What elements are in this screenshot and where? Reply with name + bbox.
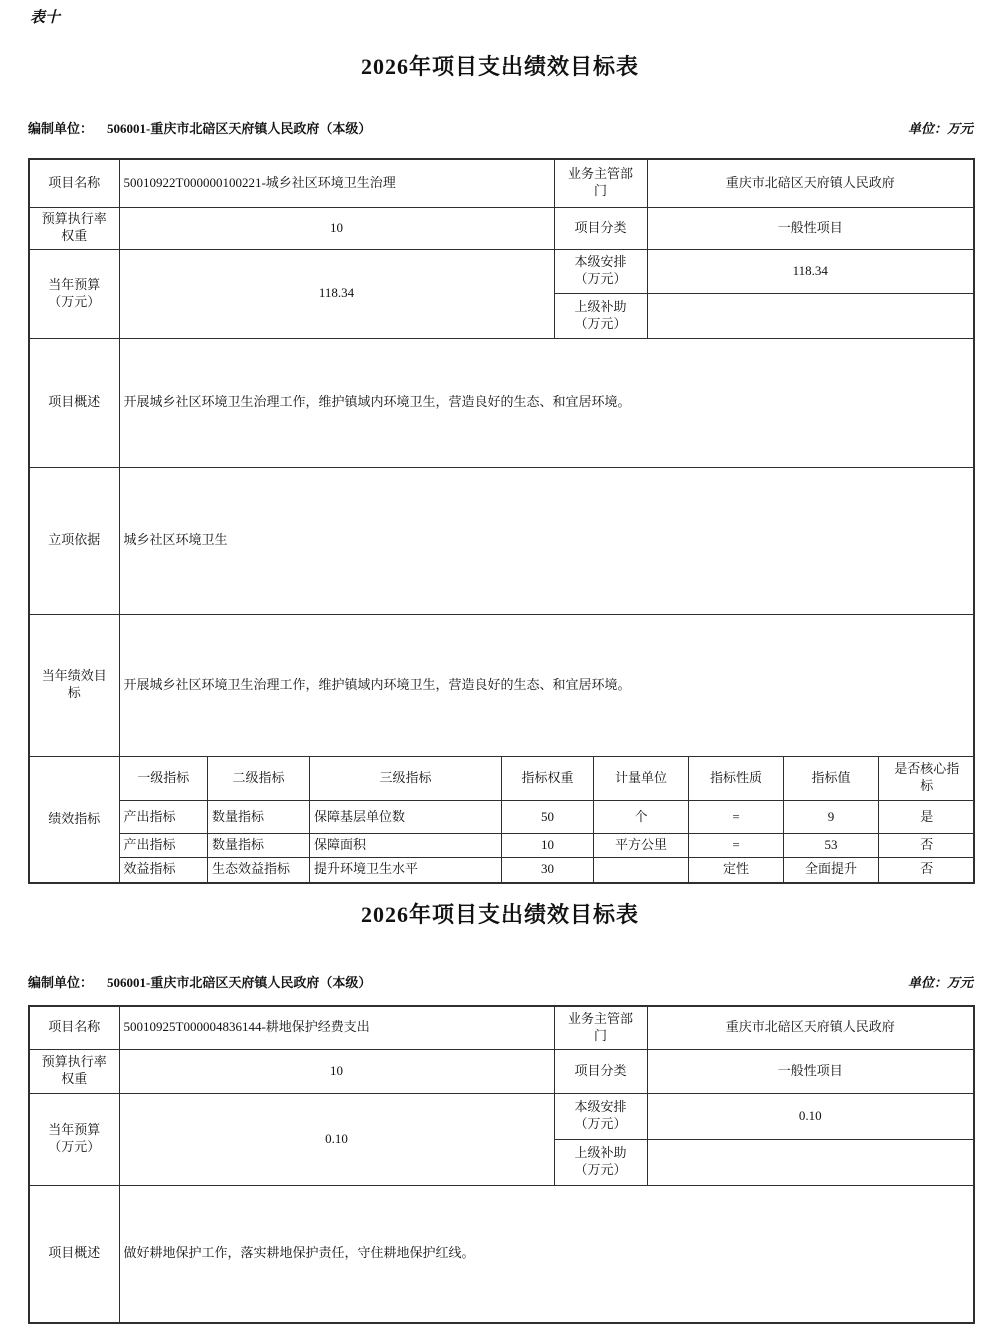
- label-project-category: 项目分类: [554, 207, 647, 249]
- indicator-row: [120, 834, 975, 858]
- cell-value: 全面提升: [784, 858, 879, 882]
- cell-core: 否: [879, 834, 975, 858]
- meta-row: [28, 118, 973, 137]
- value-project-category: 一般性项目: [647, 1049, 974, 1093]
- label-dept: 业务主管部门: [554, 1006, 647, 1049]
- value-dept: 重庆市北碚区天府镇人民政府: [647, 159, 974, 207]
- edit-unit-label: 编制单位：: [28, 975, 94, 990]
- table-row: [29, 1049, 974, 1093]
- cell-level1: 产出指标: [120, 834, 208, 858]
- table-row: [29, 756, 974, 883]
- label-superior-subsidy: 上级补助（万元）: [554, 293, 647, 338]
- header-level1: 一级指标: [120, 757, 208, 801]
- header-unit: 计量单位: [594, 757, 689, 801]
- value-exec-rate-weight: 10: [119, 207, 554, 249]
- edit-unit-value: 506001-重庆市北碚区天府镇人民政府（本级）: [107, 121, 372, 136]
- cell-level2: 生态效益指标: [208, 858, 310, 882]
- header-level2: 二级指标: [208, 757, 310, 801]
- header-value: 指标值: [784, 757, 879, 801]
- value-annual-budget: 118.34: [119, 249, 554, 338]
- cell-nature: =: [689, 801, 784, 834]
- edit-unit: [28, 118, 371, 137]
- page-title: 2026年项目支出绩效目标表: [360, 54, 639, 79]
- unit-note: 单位：万元: [907, 121, 973, 136]
- cell-level3: 保障面积: [310, 834, 502, 858]
- value-superior-subsidy: [647, 293, 974, 338]
- cell-level1: 效益指标: [120, 858, 208, 882]
- label-overview: 项目概述: [29, 1185, 119, 1323]
- label-overview: 项目概述: [29, 338, 119, 467]
- value-annual-target: 开展城乡社区环境卫生治理工作，维护镇域内环境卫生，营造良好的生态、和宜居环境。: [119, 614, 974, 756]
- value-local-arrangement: 0.10: [647, 1093, 974, 1139]
- meta-row: [28, 972, 973, 991]
- unit-note: 单位：万元: [907, 975, 973, 990]
- indicator-table-cell: [119, 756, 974, 883]
- label-local-arrangement: 本级安排（万元）: [554, 1093, 647, 1139]
- table-row: [29, 1185, 974, 1323]
- value-project-name: 50010922T000000100221-城乡社区环境卫生治理: [119, 159, 554, 207]
- indicator-table: [120, 757, 975, 882]
- edit-unit-label: 编制单位：: [28, 121, 94, 136]
- cell-level2: 数量指标: [208, 801, 310, 834]
- label-local-arrangement: 本级安排（万元）: [554, 249, 647, 293]
- indicator-row: [120, 801, 975, 834]
- value-annual-budget: 0.10: [119, 1093, 554, 1185]
- label-annual-budget: 当年预算（万元）: [29, 1093, 119, 1185]
- table-row: [29, 338, 974, 467]
- table-row: [29, 207, 974, 249]
- value-dept: 重庆市北碚区天府镇人民政府: [647, 1006, 974, 1049]
- performance-target-table-2: [28, 1005, 975, 1324]
- cell-nature: =: [689, 834, 784, 858]
- table-row: [29, 159, 974, 207]
- value-local-arrangement: 118.34: [647, 249, 974, 293]
- cell-unit: [594, 858, 689, 882]
- value-basis: 城乡社区环境卫生: [119, 467, 974, 614]
- cell-level1: 产出指标: [120, 801, 208, 834]
- header-core: 是否核心指标: [879, 757, 975, 801]
- table-row: [29, 1093, 974, 1139]
- header-weight: 指标权重: [502, 757, 594, 801]
- cell-level2: 数量指标: [208, 834, 310, 858]
- performance-target-table-1: [28, 158, 975, 884]
- label-exec-rate-weight: 预算执行率权重: [29, 207, 119, 249]
- cell-level3: 保障基层单位数: [310, 801, 502, 834]
- cell-unit: 个: [594, 801, 689, 834]
- value-project-category: 一般性项目: [647, 207, 974, 249]
- value-exec-rate-weight: 10: [119, 1049, 554, 1093]
- edit-unit-value: 506001-重庆市北碚区天府镇人民政府（本级）: [107, 975, 372, 990]
- cell-unit: 平方公里: [594, 834, 689, 858]
- cell-level3: 提升环境卫生水平: [310, 858, 502, 882]
- header-nature: 指标性质: [689, 757, 784, 801]
- cell-value: 9: [784, 801, 879, 834]
- table-row: [29, 1006, 974, 1049]
- label-project-name: 项目名称: [29, 1006, 119, 1049]
- table-row: [29, 614, 974, 756]
- indicator-header-row: [120, 757, 975, 801]
- label-indicators: 绩效指标: [29, 756, 119, 883]
- label-basis: 立项依据: [29, 467, 119, 614]
- cell-nature: 定性: [689, 858, 784, 882]
- cell-weight: 30: [502, 858, 594, 882]
- cell-weight: 50: [502, 801, 594, 834]
- table-row: [29, 467, 974, 614]
- value-overview: 开展城乡社区环境卫生治理工作，维护镇域内环境卫生，营造良好的生态、和宜居环境。: [119, 338, 974, 467]
- cell-core: 否: [879, 858, 975, 882]
- value-project-name: 50010925T000004836144-耕地保护经费支出: [119, 1006, 554, 1049]
- cell-value: 53: [784, 834, 879, 858]
- header-level3: 三级指标: [310, 757, 502, 801]
- value-superior-subsidy: [647, 1139, 974, 1185]
- form-number-label: 表十: [30, 10, 61, 26]
- label-project-name: 项目名称: [29, 159, 119, 207]
- label-superior-subsidy: 上级补助（万元）: [554, 1139, 647, 1185]
- label-dept: 业务主管部门: [554, 159, 647, 207]
- value-overview: 做好耕地保护工作，落实耕地保护责任，守住耕地保护红线。: [119, 1185, 974, 1323]
- indicator-row: [120, 858, 975, 882]
- cell-weight: 10: [502, 834, 594, 858]
- page-title: 2026年项目支出绩效目标表: [360, 902, 639, 927]
- edit-unit: [28, 972, 371, 991]
- label-annual-budget: 当年预算（万元）: [29, 249, 119, 338]
- label-exec-rate-weight: 预算执行率权重: [29, 1049, 119, 1093]
- label-project-category: 项目分类: [554, 1049, 647, 1093]
- label-annual-target: 当年绩效目标: [29, 614, 119, 756]
- table-row: [29, 249, 974, 293]
- cell-core: 是: [879, 801, 975, 834]
